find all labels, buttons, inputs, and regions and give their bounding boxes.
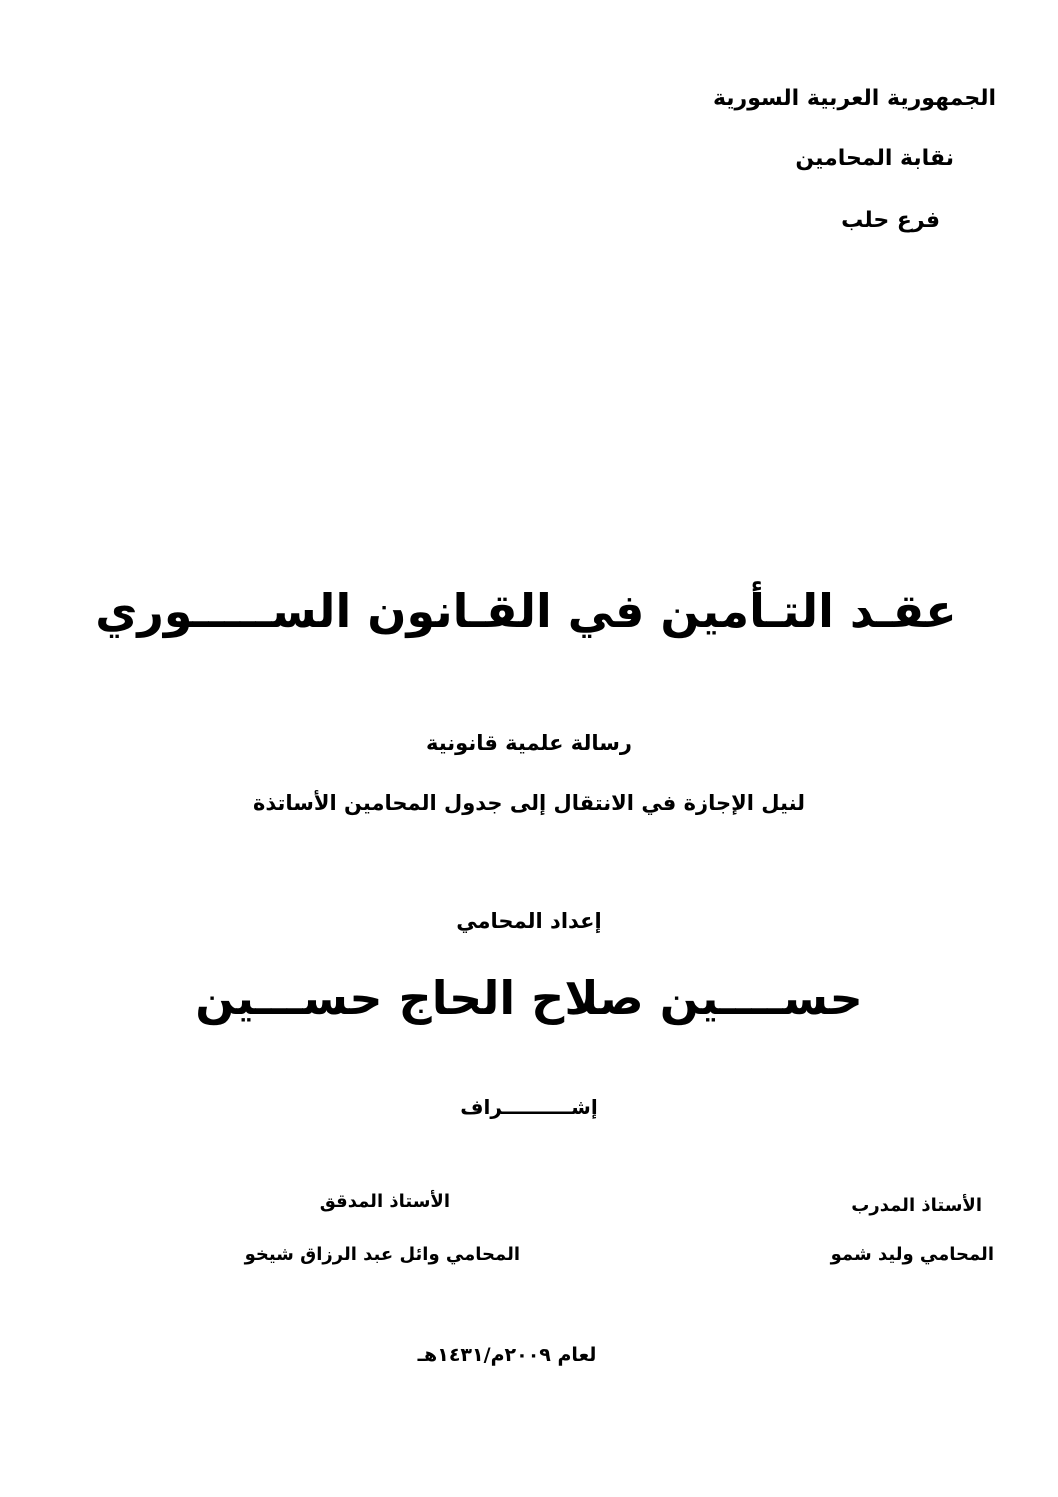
date-text: لعام ٢٠٠٩م/١٤٣١هـ xyxy=(417,1344,597,1366)
trainer-title: الأستاذ المدرب xyxy=(851,1195,982,1216)
thesis-title xyxy=(0,584,1058,638)
date-line xyxy=(0,1346,1058,1365)
author-name: حســــين صلاح الحاج حســـين xyxy=(195,971,863,1025)
thesis-title-text: عقـد التـأمين في القـانون الســـــوري xyxy=(95,584,957,638)
header-branch: فرع حلب xyxy=(841,208,940,233)
supervision-label: إشــــــــــراف xyxy=(460,1095,598,1119)
preparation-label: إعداد المحامي xyxy=(456,909,602,933)
header-syndicate: نقابة المحامين xyxy=(795,146,954,171)
trainer-name: المحامي وليد شمو xyxy=(830,1244,994,1265)
subtitle-line-1: رسالة علمية قانونية xyxy=(425,731,633,755)
header-country: الجمهورية العربية السورية xyxy=(712,86,996,111)
subtitle-line-2: لنيل الإجازة في الانتقال إلى جدول المحامين الأساتذة xyxy=(252,791,806,815)
auditor-title: الأستاذ المدقق xyxy=(319,1191,450,1212)
auditor-name: المحامي وائل عبد الرزاق شيخو xyxy=(244,1244,520,1265)
